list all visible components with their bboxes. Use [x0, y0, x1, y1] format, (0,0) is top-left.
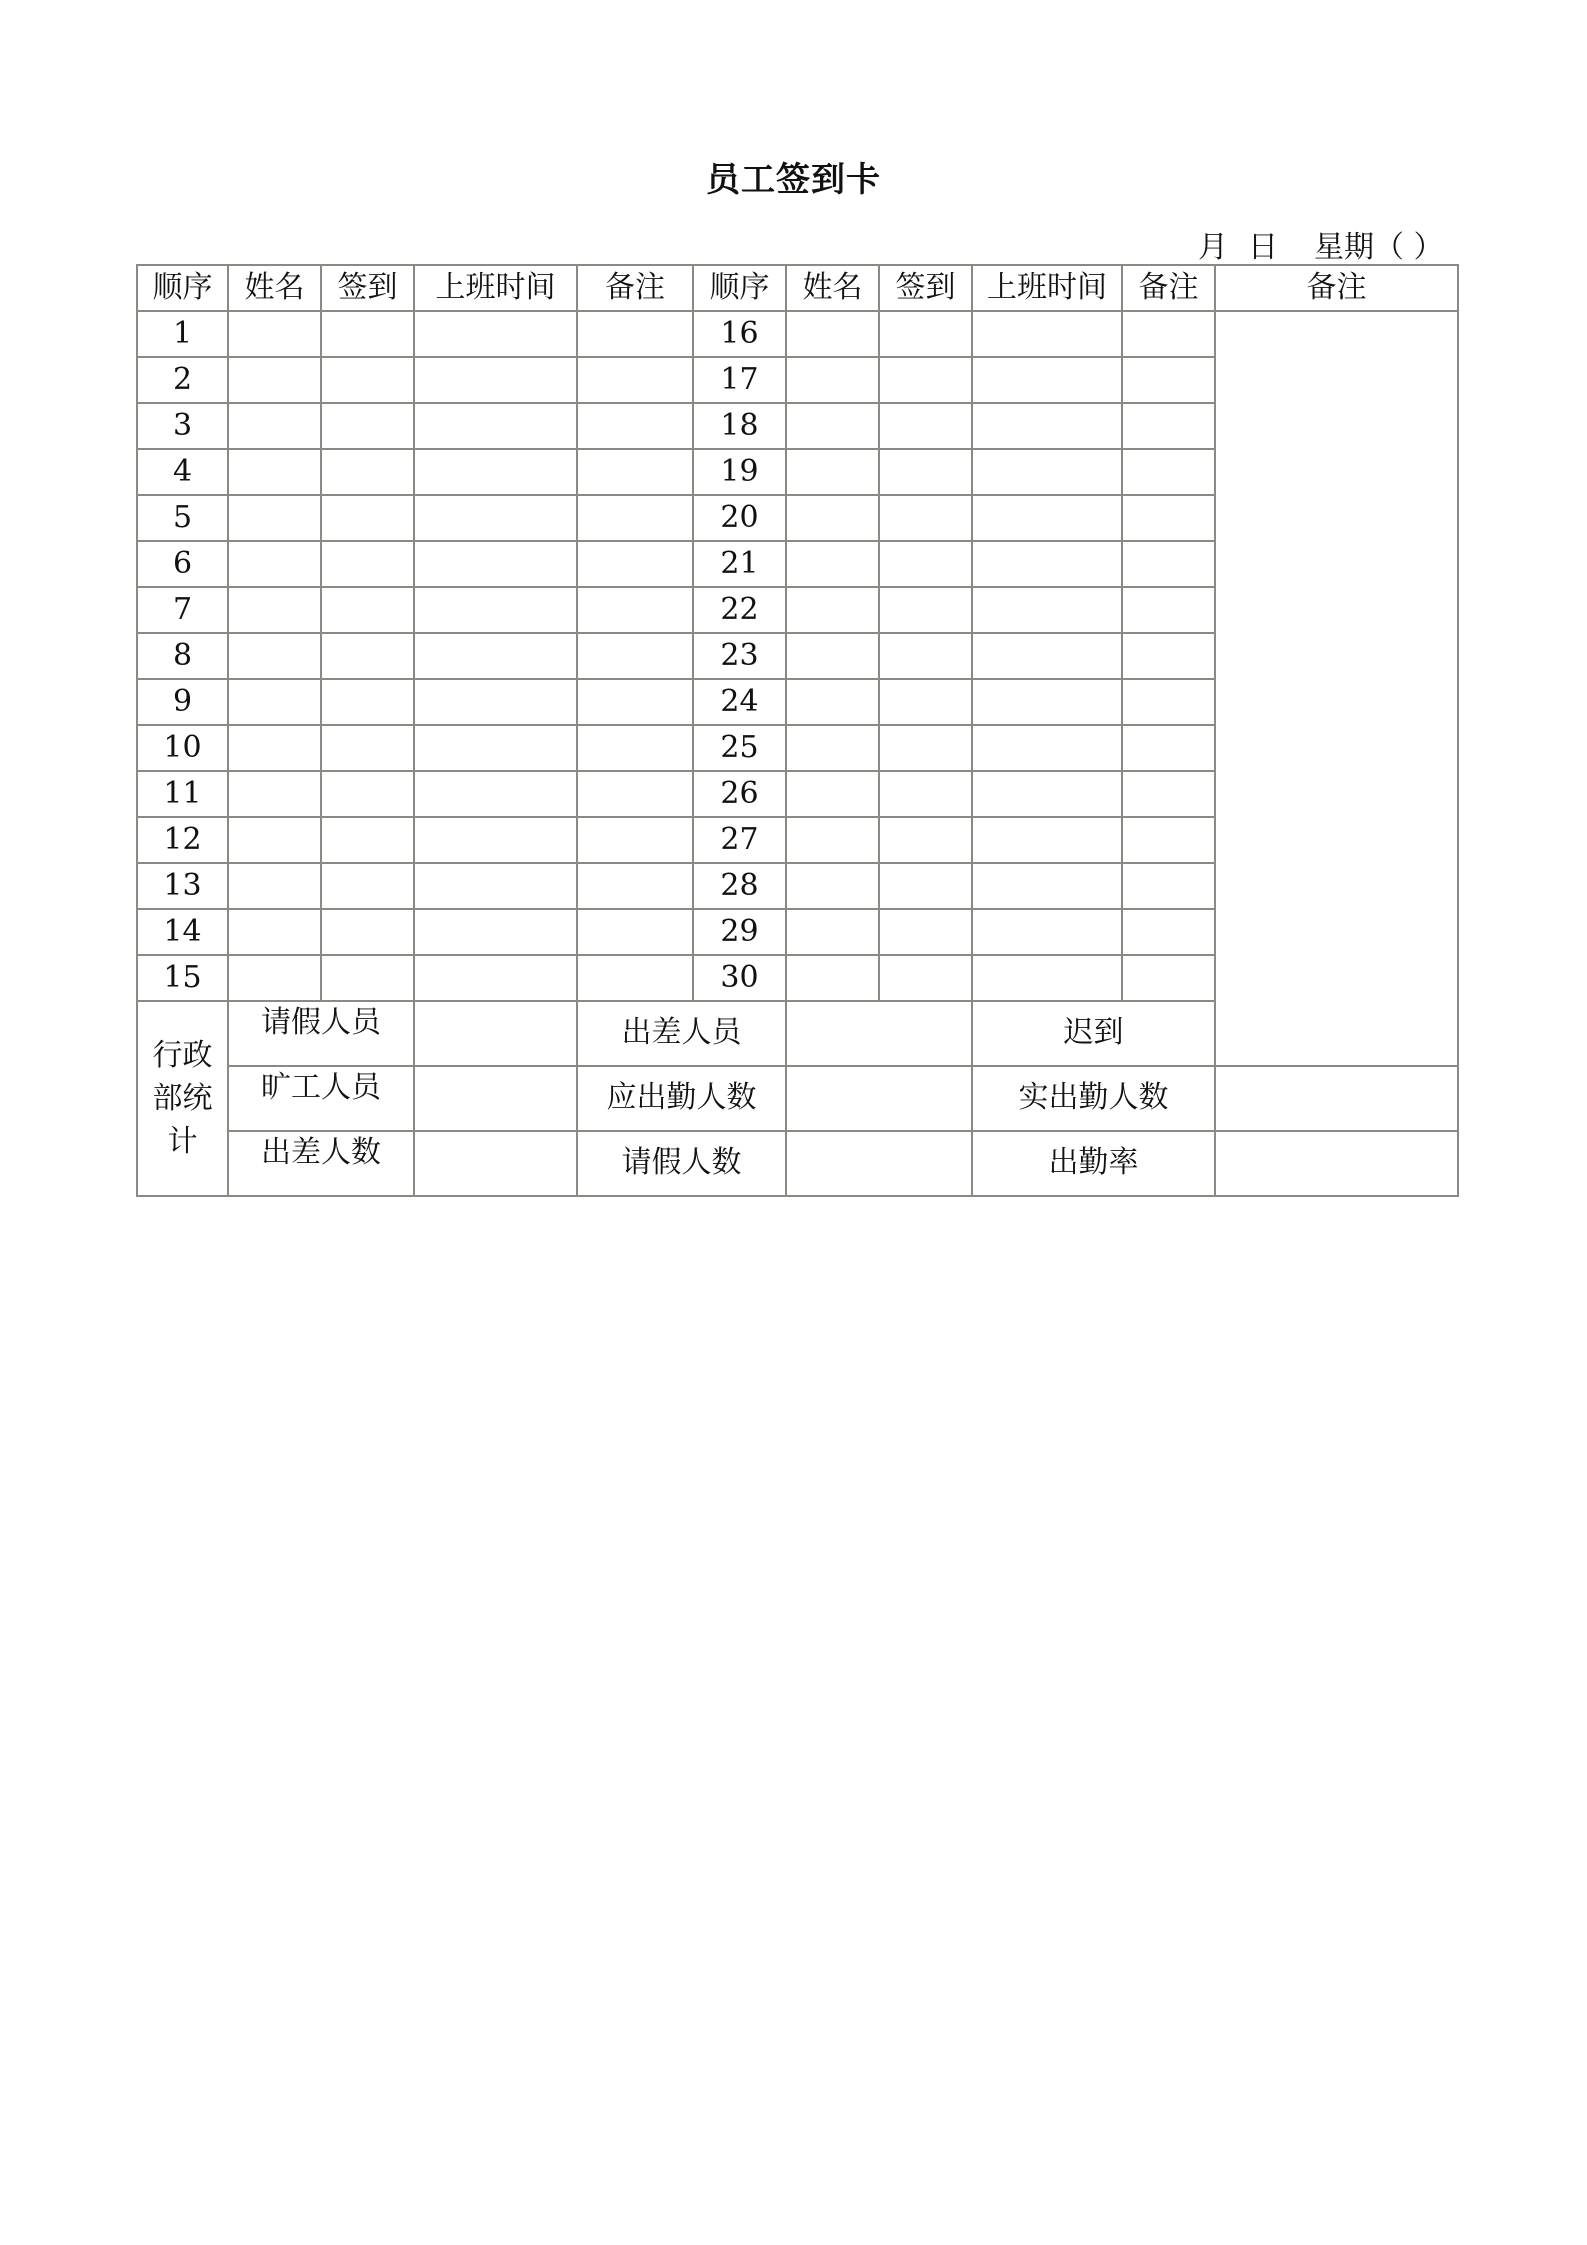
seq-number-cell: 25 — [693, 725, 786, 771]
header-cell: 姓名 — [228, 265, 321, 311]
header-cell: 备注 — [1215, 265, 1458, 311]
header-cell: 顺序 — [137, 265, 228, 311]
sign-in-entry-cell[interactable] — [879, 771, 972, 817]
business-trip-count-label: 出差人数 — [228, 1131, 414, 1196]
name-entry-cell[interactable] — [228, 587, 321, 633]
expected-attendance-label: 应出勤人数 — [577, 1066, 786, 1131]
name-entry-cell[interactable] — [228, 311, 321, 357]
name-entry-cell[interactable] — [228, 541, 321, 587]
sign-in-entry-cell[interactable] — [321, 541, 414, 587]
seq-number-cell: 21 — [693, 541, 786, 587]
sign-in-entry-cell[interactable] — [879, 541, 972, 587]
name-entry-cell[interactable] — [786, 449, 879, 495]
seq-number-cell: 30 — [693, 955, 786, 1001]
work-time-entry-cell[interactable] — [414, 587, 577, 633]
name-entry-cell[interactable] — [786, 955, 879, 1001]
remark-entry-cell[interactable] — [1122, 403, 1215, 449]
work-time-entry-cell[interactable] — [972, 725, 1122, 771]
leave-count-value[interactable] — [786, 1131, 972, 1196]
work-time-entry-cell[interactable] — [414, 633, 577, 679]
work-time-entry-cell[interactable] — [414, 541, 577, 587]
work-time-entry-cell[interactable] — [972, 587, 1122, 633]
sign-in-entry-cell[interactable] — [879, 449, 972, 495]
remark-entry-cell[interactable] — [577, 311, 693, 357]
seq-number-cell: 17 — [693, 357, 786, 403]
work-time-entry-cell[interactable] — [972, 403, 1122, 449]
header-cell: 备注 — [1122, 265, 1215, 311]
seq-number-cell: 29 — [693, 909, 786, 955]
work-time-entry-cell[interactable] — [972, 679, 1122, 725]
attendance-rate-label: 出勤率 — [972, 1131, 1215, 1196]
business-trip-staff-label: 出差人员 — [577, 1001, 786, 1066]
sign-in-entry-cell[interactable] — [321, 863, 414, 909]
name-entry-cell[interactable] — [786, 495, 879, 541]
name-entry-cell[interactable] — [786, 311, 879, 357]
remark-entry-cell[interactable] — [1122, 817, 1215, 863]
work-time-entry-cell[interactable] — [414, 863, 577, 909]
remark-entry-cell[interactable] — [577, 633, 693, 679]
late-label: 迟到 — [972, 1001, 1215, 1066]
work-time-entry-cell[interactable] — [972, 541, 1122, 587]
leave-staff-label: 请假人员 — [228, 1001, 414, 1066]
work-time-entry-cell[interactable] — [972, 633, 1122, 679]
remark-entry-cell[interactable] — [1122, 357, 1215, 403]
seq-number-cell: 1 — [137, 311, 228, 357]
sign-in-entry-cell[interactable] — [879, 725, 972, 771]
sign-in-entry-cell[interactable] — [879, 909, 972, 955]
work-time-entry-cell[interactable] — [414, 311, 577, 357]
seq-number-cell: 23 — [693, 633, 786, 679]
name-entry-cell[interactable] — [786, 817, 879, 863]
remark-entry-cell[interactable] — [1122, 863, 1215, 909]
sign-in-entry-cell[interactable] — [879, 955, 972, 1001]
name-entry-cell[interactable] — [228, 725, 321, 771]
seq-number-cell: 4 — [137, 449, 228, 495]
seq-number-cell: 26 — [693, 771, 786, 817]
name-entry-cell[interactable] — [786, 771, 879, 817]
remark-entry-cell[interactable] — [577, 955, 693, 1001]
seq-number-cell: 12 — [137, 817, 228, 863]
table-row — [137, 311, 1458, 357]
work-time-entry-cell[interactable] — [414, 955, 577, 1001]
name-entry-cell[interactable] — [786, 909, 879, 955]
header-row — [137, 265, 1458, 311]
work-time-entry-cell[interactable] — [972, 817, 1122, 863]
header-cell: 签到 — [879, 265, 972, 311]
admin-stats-label: 行政部统计 — [137, 1001, 228, 1196]
notes-area-cell[interactable] — [1215, 311, 1458, 1066]
month-label: 月 — [1198, 230, 1228, 265]
name-entry-cell[interactable] — [786, 633, 879, 679]
remark-entry-cell[interactable] — [577, 541, 693, 587]
remark-entry-cell[interactable] — [577, 817, 693, 863]
remark-entry-cell[interactable] — [577, 771, 693, 817]
sign-in-entry-cell[interactable] — [879, 817, 972, 863]
sign-in-entry-cell[interactable] — [879, 679, 972, 725]
work-time-entry-cell[interactable] — [414, 679, 577, 725]
work-time-entry-cell[interactable] — [972, 449, 1122, 495]
table-body — [137, 265, 1458, 1196]
remark-entry-cell[interactable] — [1122, 541, 1215, 587]
seq-number-cell: 2 — [137, 357, 228, 403]
work-time-entry-cell[interactable] — [414, 357, 577, 403]
remark-entry-cell[interactable] — [577, 495, 693, 541]
seq-number-cell: 18 — [693, 403, 786, 449]
name-entry-cell[interactable] — [228, 357, 321, 403]
business-trip-staff-value[interactable] — [786, 1001, 972, 1066]
remark-entry-cell[interactable] — [1122, 909, 1215, 955]
remark-entry-cell[interactable] — [1122, 955, 1215, 1001]
name-entry-cell[interactable] — [228, 633, 321, 679]
work-time-entry-cell[interactable] — [414, 771, 577, 817]
seq-number-cell: 24 — [693, 679, 786, 725]
sign-in-entry-cell[interactable] — [879, 403, 972, 449]
seq-number-cell: 6 — [137, 541, 228, 587]
header-cell: 签到 — [321, 265, 414, 311]
name-entry-cell[interactable] — [228, 679, 321, 725]
name-entry-cell[interactable] — [786, 679, 879, 725]
seq-number-cell: 10 — [137, 725, 228, 771]
name-entry-cell[interactable] — [786, 357, 879, 403]
seq-number-cell: 20 — [693, 495, 786, 541]
work-time-entry-cell[interactable] — [414, 909, 577, 955]
header-cell: 上班时间 — [972, 265, 1122, 311]
seq-number-cell: 16 — [693, 311, 786, 357]
leave-count-label: 请假人数 — [577, 1131, 786, 1196]
sign-in-entry-cell[interactable] — [321, 633, 414, 679]
seq-number-cell: 14 — [137, 909, 228, 955]
remark-entry-cell[interactable] — [1122, 311, 1215, 357]
header-cell: 顺序 — [693, 265, 786, 311]
remark-entry-cell[interactable] — [577, 725, 693, 771]
sign-in-entry-cell[interactable] — [879, 633, 972, 679]
name-entry-cell[interactable] — [786, 863, 879, 909]
seq-number-cell: 5 — [137, 495, 228, 541]
name-entry-cell[interactable] — [228, 771, 321, 817]
work-time-entry-cell[interactable] — [972, 909, 1122, 955]
header-cell: 姓名 — [786, 265, 879, 311]
actual-attendance-label: 实出勤人数 — [972, 1066, 1215, 1131]
stats-row — [137, 1131, 1458, 1196]
work-time-entry-cell[interactable] — [972, 955, 1122, 1001]
seq-number-cell: 27 — [693, 817, 786, 863]
sign-in-table — [136, 264, 1459, 1197]
name-entry-cell[interactable] — [228, 449, 321, 495]
sign-in-entry-cell[interactable] — [321, 725, 414, 771]
name-entry-cell[interactable] — [786, 725, 879, 771]
work-time-entry-cell[interactable] — [972, 311, 1122, 357]
absent-staff-value[interactable] — [414, 1066, 577, 1131]
name-entry-cell[interactable] — [228, 863, 321, 909]
remark-entry-cell[interactable] — [577, 403, 693, 449]
remark-entry-cell[interactable] — [1122, 679, 1215, 725]
expected-attendance-value[interactable] — [786, 1066, 972, 1131]
seq-number-cell: 7 — [137, 587, 228, 633]
name-entry-cell[interactable] — [786, 541, 879, 587]
header-cell: 上班时间 — [414, 265, 577, 311]
sign-in-entry-cell[interactable] — [879, 357, 972, 403]
sign-in-entry-cell[interactable] — [321, 403, 414, 449]
remark-entry-cell[interactable] — [577, 863, 693, 909]
day-label: 日 — [1248, 230, 1278, 265]
seq-number-cell: 22 — [693, 587, 786, 633]
sign-in-entry-cell[interactable] — [321, 817, 414, 863]
sign-in-entry-cell[interactable] — [879, 495, 972, 541]
sign-in-entry-cell[interactable] — [321, 587, 414, 633]
work-time-entry-cell[interactable] — [414, 403, 577, 449]
remark-entry-cell[interactable] — [577, 909, 693, 955]
sign-in-entry-cell[interactable] — [879, 863, 972, 909]
remark-entry-cell[interactable] — [577, 449, 693, 495]
seq-number-cell: 11 — [137, 771, 228, 817]
name-entry-cell[interactable] — [786, 587, 879, 633]
leave-staff-value[interactable] — [414, 1001, 577, 1066]
business-trip-count-value[interactable] — [414, 1131, 577, 1196]
remark-entry-cell[interactable] — [1122, 587, 1215, 633]
remark-entry-cell[interactable] — [577, 587, 693, 633]
name-entry-cell[interactable] — [228, 955, 321, 1001]
sign-in-entry-cell[interactable] — [321, 955, 414, 1001]
remark-entry-cell[interactable] — [577, 679, 693, 725]
name-entry-cell[interactable] — [228, 909, 321, 955]
remark-entry-cell[interactable] — [1122, 633, 1215, 679]
date-line — [1190, 222, 1450, 265]
work-time-entry-cell[interactable] — [414, 725, 577, 771]
name-entry-cell[interactable] — [786, 403, 879, 449]
header-cell: 备注 — [577, 265, 693, 311]
work-time-entry-cell[interactable] — [972, 357, 1122, 403]
work-time-entry-cell[interactable] — [972, 771, 1122, 817]
sign-in-entry-cell[interactable] — [321, 909, 414, 955]
sign-in-entry-cell[interactable] — [321, 495, 414, 541]
sign-in-entry-cell[interactable] — [879, 587, 972, 633]
sign-in-entry-cell[interactable] — [321, 771, 414, 817]
sign-in-entry-cell[interactable] — [321, 449, 414, 495]
absent-staff-label: 旷工人员 — [228, 1066, 414, 1131]
seq-number-cell: 9 — [137, 679, 228, 725]
weekday-label: 星期（ ） — [1314, 230, 1444, 265]
name-entry-cell[interactable] — [228, 403, 321, 449]
attendance-rate-value[interactable] — [1215, 1131, 1458, 1196]
name-entry-cell[interactable] — [228, 495, 321, 541]
work-time-entry-cell[interactable] — [414, 495, 577, 541]
document-title: 员工签到卡 — [706, 160, 881, 200]
sign-in-entry-cell[interactable] — [879, 311, 972, 357]
actual-attendance-value[interactable] — [1215, 1066, 1458, 1131]
seq-number-cell: 19 — [693, 449, 786, 495]
name-entry-cell[interactable] — [228, 817, 321, 863]
remark-entry-cell[interactable] — [577, 357, 693, 403]
sign-in-entry-cell[interactable] — [321, 311, 414, 357]
work-time-entry-cell[interactable] — [972, 863, 1122, 909]
seq-number-cell: 15 — [137, 955, 228, 1001]
work-time-entry-cell[interactable] — [414, 817, 577, 863]
stats-row — [137, 1066, 1458, 1131]
seq-number-cell: 13 — [137, 863, 228, 909]
work-time-entry-cell[interactable] — [414, 449, 577, 495]
sign-in-entry-cell[interactable] — [321, 357, 414, 403]
seq-number-cell: 8 — [137, 633, 228, 679]
sign-in-entry-cell[interactable] — [321, 679, 414, 725]
seq-number-cell: 3 — [137, 403, 228, 449]
remark-entry-cell[interactable] — [1122, 449, 1215, 495]
remark-entry-cell[interactable] — [1122, 771, 1215, 817]
work-time-entry-cell[interactable] — [972, 495, 1122, 541]
seq-number-cell: 28 — [693, 863, 786, 909]
remark-entry-cell[interactable] — [1122, 495, 1215, 541]
remark-entry-cell[interactable] — [1122, 725, 1215, 771]
